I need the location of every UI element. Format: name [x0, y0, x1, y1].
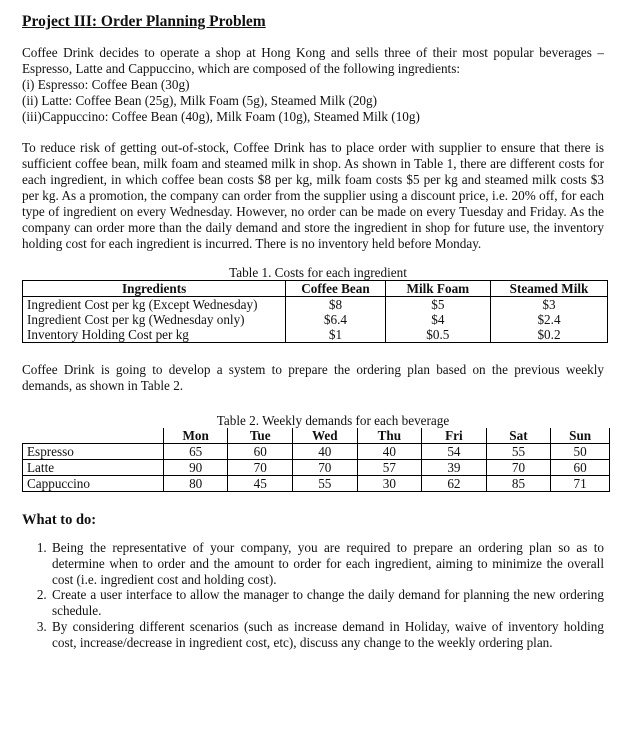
table2-intro-paragraph: Coffee Drink is going to develop a system to prepare the ordering plan based on the previous weekly demands, as shown in Table 2.: [22, 362, 604, 393]
todo-item: 2. Create a user interface to allow the manager to change the daily demand for planning the new ordering schedule.: [50, 587, 604, 619]
table-header-cell: Sat: [486, 428, 551, 444]
table-cell: 55: [486, 444, 551, 460]
demand-table: [22, 428, 610, 492]
table-cell: 57: [357, 460, 422, 476]
table-cell: 60: [551, 460, 610, 476]
table-cell: 65: [163, 444, 228, 460]
ingredient-line-latte: (ii) Latte: Coffee Bean (25g), Milk Foam (5g), Steamed Milk (20g): [22, 93, 378, 108]
table-cell: 70: [293, 460, 358, 476]
table-cell: 62: [422, 476, 487, 492]
table-row: [23, 327, 608, 343]
table-cell: 50: [551, 444, 610, 460]
page-title: Project III: Order Planning Problem: [22, 13, 266, 30]
table-header-cell: Ingredients: [23, 281, 286, 297]
table-cell: Ingredient Cost per kg (Wednesday only): [23, 312, 286, 327]
constraints-paragraph: To reduce risk of getting out-of-stock, Coffee Drink has to place order with supplier to ensure that there is sufficient coffee bean, milk foam and steamed milk in shop. As shown in Table 1, there are different costs for each ingredient, in which coffee bean costs $8 per kg, milk foam costs $5 per kg and steamed milk costs $3 per kg. As a promotion, the company can order from the supplier using a discount price, i.e. 20% off, for each type of ingredient on every Wednesday. However, no order can be made on every Tuesday and Friday. As the company can order more than the daily demand and store the ingredient in shop for future use, the inventory holding cost for each ingredient is incurred. There is no inventory held before Monday.: [22, 140, 604, 251]
table-cell: 55: [293, 476, 358, 492]
table-cell: $2.4: [490, 312, 607, 327]
ingredient-list: [22, 77, 604, 125]
table-header-row: [23, 281, 608, 297]
todo-item: 3. By considering different scenarios (such as increase demand in Holiday, waive of inventory holding cost, increase/decrease in ingredient cost, etc), discuss any change to the weekly ordering plan.: [50, 619, 604, 651]
table-cell: 80: [163, 476, 228, 492]
document-page: [22, 12, 604, 651]
table-header-cell: Milk Foam: [385, 281, 490, 297]
table-cell: 45: [228, 476, 293, 492]
table-header-cell: Sun: [551, 428, 610, 444]
table-cell: 60: [228, 444, 293, 460]
table-cell: 90: [163, 460, 228, 476]
table-cell: 54: [422, 444, 487, 460]
table-header-cell: [23, 428, 164, 444]
table-header-cell: Fri: [422, 428, 487, 444]
table-cell: $3: [490, 297, 607, 313]
table-cell: 85: [486, 476, 551, 492]
table2-block: [22, 413, 604, 492]
table-header-cell: Coffee Bean: [286, 281, 385, 297]
table-cell: $8: [286, 297, 385, 313]
table1-block: [22, 265, 604, 343]
table1-caption: Table 1. Costs for each ingredient: [229, 265, 407, 280]
table-cell: $6.4: [286, 312, 385, 327]
table-row: [23, 476, 610, 492]
table-row: [23, 312, 608, 327]
table-row: [23, 460, 610, 476]
table-cell: $0.5: [385, 327, 490, 343]
table-cell: 39: [422, 460, 487, 476]
cost-table: [22, 280, 608, 343]
table-header-cell: Wed: [293, 428, 358, 444]
table-cell: 70: [228, 460, 293, 476]
table-header-cell: Mon: [163, 428, 228, 444]
table-cell: Inventory Holding Cost per kg: [23, 327, 286, 343]
table-cell: $0.2: [490, 327, 607, 343]
table2-caption: Table 2. Weekly demands for each beverage: [216, 413, 450, 428]
todo-list: [22, 540, 604, 651]
table-cell: Ingredient Cost per kg (Except Wednesday): [23, 297, 286, 313]
table-row: [23, 297, 608, 313]
table-row: [23, 444, 610, 460]
table-header-cell: Thu: [357, 428, 422, 444]
table-header-cell: Steamed Milk: [490, 281, 607, 297]
table-cell: Espresso: [23, 444, 164, 460]
table-cell: 71: [551, 476, 610, 492]
table-cell: $1: [286, 327, 385, 343]
todo-heading: What to do:: [22, 512, 97, 528]
ingredient-line-espresso: (i) Espresso: Coffee Bean (30g): [22, 77, 190, 92]
table-cell: 40: [357, 444, 422, 460]
intro-paragraph: Coffee Drink decides to operate a shop at Hong Kong and sells three of their most popular beverages – Espresso, Latte and Cappuccino, which are composed of the following ingredients:: [22, 45, 604, 76]
table-cell: Cappuccino: [23, 476, 164, 492]
table-header-cell: Tue: [228, 428, 293, 444]
table-cell: $4: [385, 312, 490, 327]
table-cell: 30: [357, 476, 422, 492]
ingredient-line-cappuccino: (iii)Cappuccino: Coffee Bean (40g), Milk Foam (10g), Steamed Milk (10g): [22, 109, 420, 124]
table-cell: Latte: [23, 460, 164, 476]
todo-item: 1. Being the representative of your company, you are required to prepare an ordering plan so as to determine when to order and the amount to order for each ingredient, aiming to minimize the overall cost (i.e. ingredient cost and holding cost).: [50, 540, 604, 587]
table-cell: 40: [293, 444, 358, 460]
table-header-row: [23, 428, 610, 444]
table-cell: $5: [385, 297, 490, 313]
table-cell: 70: [486, 460, 551, 476]
